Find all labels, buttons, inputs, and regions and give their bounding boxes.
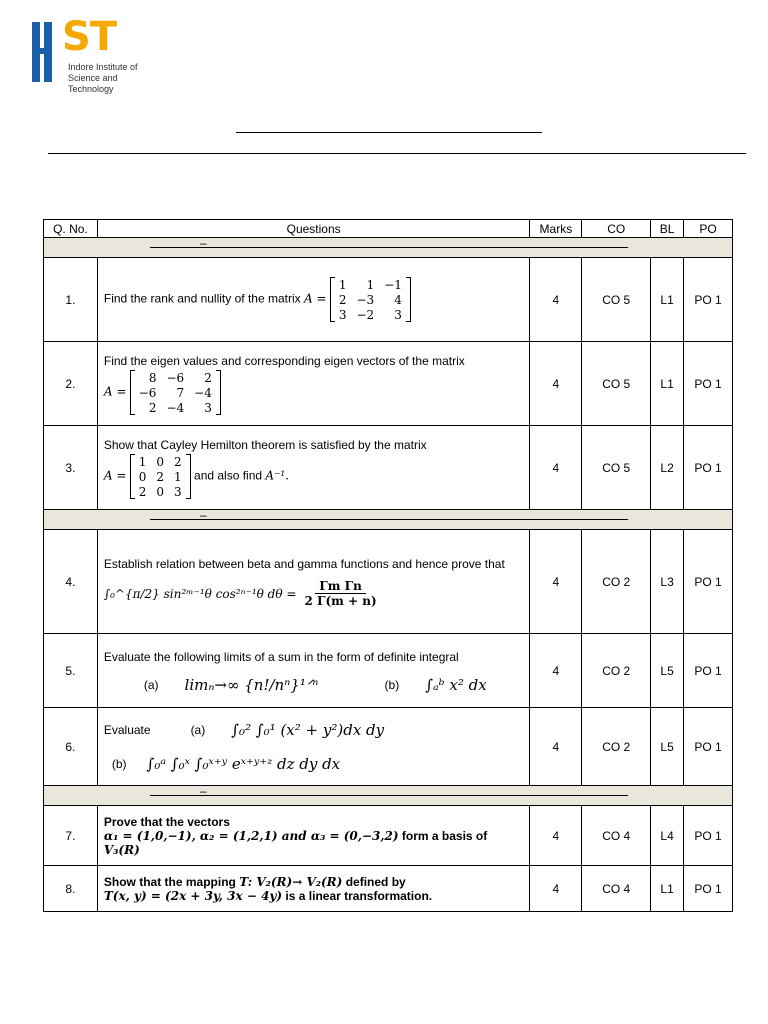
po-cell: PO 1 xyxy=(684,866,733,912)
question-number: 1. xyxy=(44,258,98,342)
co-cell: CO 4 xyxy=(582,806,651,866)
mapping-math: T: V₂(R)→ V₂(R) xyxy=(239,874,343,889)
part-a-math: limₙ→∞ {n!/nⁿ}¹ᐟⁿ xyxy=(184,675,319,694)
logo-subtitle xyxy=(68,62,162,95)
co-cell: CO 5 xyxy=(582,426,651,510)
question-stem: Establish relation between beta and gamma functions and hence prove that xyxy=(103,557,505,571)
question-number: 2. xyxy=(44,342,98,426)
unit-row-1 xyxy=(44,238,733,258)
bl-cell: L1 xyxy=(651,866,684,912)
co-cell: CO 5 xyxy=(582,258,651,342)
matrix-cell: 7 xyxy=(176,385,185,400)
question-number: 5. xyxy=(44,634,98,708)
fraction xyxy=(304,579,376,608)
transformation-math: T(x, y) = (2x + 3y, 3x − 4y) xyxy=(103,888,283,903)
logo-text: ST xyxy=(62,14,117,60)
inverse-math: A⁻¹. xyxy=(265,468,290,483)
part-a-math: ∫₀² ∫₀¹ (x² + y²)dx dy xyxy=(231,720,385,739)
part-b-math: ∫ₐᵇ x² dx xyxy=(425,675,487,694)
question-text xyxy=(97,634,530,708)
logo-bar-cross xyxy=(32,48,52,54)
question-stem: Show that the mapping xyxy=(103,874,236,889)
fraction-numerator: Γm Γn xyxy=(315,579,366,594)
bl-cell: L3 xyxy=(651,530,684,634)
matrix-cell: 0 xyxy=(156,454,165,469)
beta-gamma-lhs: ∫₀^{π/2} sin²ᵐ⁻¹θ cos²ⁿ⁻¹θ dθ = xyxy=(103,586,297,601)
marks-cell: 4 xyxy=(530,342,582,426)
question-continuation: form a basis of xyxy=(401,828,488,843)
marks-cell: 4 xyxy=(530,866,582,912)
matrix-cell: 3 xyxy=(204,400,212,415)
question-text xyxy=(97,530,530,634)
marks-cell: 4 xyxy=(530,634,582,708)
question-number: 4. xyxy=(44,530,98,634)
matrix-cell: −6 xyxy=(138,385,157,400)
marks-cell: 4 xyxy=(530,806,582,866)
question-text xyxy=(97,342,530,426)
unit-marker: – xyxy=(200,236,207,250)
bl-cell: L5 xyxy=(651,708,684,786)
matrix-cell: 2 xyxy=(338,292,347,307)
question-text xyxy=(97,866,530,912)
question-text xyxy=(97,426,530,510)
header-marks: Marks xyxy=(530,220,582,238)
unit-marker: – xyxy=(200,784,207,798)
header-bl: BL xyxy=(651,220,684,238)
table-row xyxy=(44,426,733,510)
po-cell: PO 1 xyxy=(684,708,733,786)
question-stem: Find the rank and nullity of the matrix xyxy=(103,291,301,306)
logo-subtitle-line1: Indore Institute of xyxy=(68,62,138,72)
bl-cell: L4 xyxy=(651,806,684,866)
po-cell: PO 1 xyxy=(684,258,733,342)
bl-cell: L5 xyxy=(651,634,684,708)
title-rule xyxy=(236,132,542,133)
bl-cell: L2 xyxy=(651,426,684,510)
question-text xyxy=(97,806,530,866)
matrix xyxy=(130,370,221,415)
header-qno: Q. No. xyxy=(44,220,98,238)
table-row xyxy=(44,806,733,866)
matrix-cell: 1 xyxy=(338,277,347,292)
matrix-cell: 1 xyxy=(174,469,182,484)
matrix-cell: 3 xyxy=(174,484,182,499)
header-questions: Questions xyxy=(97,220,530,238)
matrix-cell: 1 xyxy=(366,277,375,292)
question-text xyxy=(97,258,530,342)
po-cell: PO 1 xyxy=(684,342,733,426)
part-b-label: (b) xyxy=(111,756,127,771)
unit-row-3 xyxy=(44,786,733,806)
vector-space-math: V₃(R) xyxy=(103,842,140,857)
question-stem: Find the eigen values and corresponding eigen vectors of the matrix xyxy=(103,354,465,368)
matrix-cell: 0 xyxy=(156,484,165,499)
table-row xyxy=(44,634,733,708)
matrix-cell: −1 xyxy=(384,277,402,292)
matrix-cell: −2 xyxy=(356,307,375,322)
part-a-label: (a) xyxy=(190,722,206,737)
unit-marker: – xyxy=(200,508,207,522)
table-row xyxy=(44,708,733,786)
question-tail: is a linear transformation. xyxy=(285,888,433,903)
matrix-cell: 4 xyxy=(394,292,402,307)
matrix-cell: 2 xyxy=(174,454,182,469)
question-stem: Evaluate xyxy=(103,722,151,737)
co-cell: CO 5 xyxy=(582,342,651,426)
marks-cell: 4 xyxy=(530,426,582,510)
matrix-cell: 2 xyxy=(138,484,147,499)
question-stem: Show that Cayley Hemilton theorem is satisfied by the matrix xyxy=(103,438,427,452)
matrix-cell: −4 xyxy=(166,400,185,415)
matrix-cell: −4 xyxy=(194,385,212,400)
table-header xyxy=(44,220,733,238)
co-cell: CO 2 xyxy=(582,530,651,634)
matrix-lhs: A = xyxy=(303,291,327,306)
matrix-cell: 0 xyxy=(138,469,147,484)
matrix-cell: 3 xyxy=(394,307,402,322)
matrix-cell: 2 xyxy=(148,400,157,415)
bl-cell: L1 xyxy=(651,342,684,426)
matrix xyxy=(330,277,411,322)
matrix-cell: 1 xyxy=(138,454,147,469)
matrix-cell: 2 xyxy=(156,469,165,484)
question-number: 6. xyxy=(44,708,98,786)
header-rule xyxy=(48,153,746,154)
part-b-label: (b) xyxy=(384,677,400,692)
matrix xyxy=(130,454,191,499)
marks-cell: 4 xyxy=(530,708,582,786)
question-number: 3. xyxy=(44,426,98,510)
vectors-math: α₁ = (1,0,−1), α₂ = (1,2,1) and α₃ = (0,−3,2) xyxy=(103,828,399,843)
unit-row-2 xyxy=(44,510,733,530)
question-stem: Evaluate the following limits of a sum in the form of definite integral xyxy=(103,649,459,664)
header-co: CO xyxy=(582,220,651,238)
co-cell: CO 2 xyxy=(582,634,651,708)
matrix-cell: −3 xyxy=(356,292,375,307)
marks-cell: 4 xyxy=(530,530,582,634)
table-row xyxy=(44,530,733,634)
part-b-math: ∫₀ᵃ ∫₀ˣ ∫₀ˣ⁺ʸ eˣ⁺ʸ⁺ᶻ dz dy dx xyxy=(146,754,341,773)
table-row xyxy=(44,342,733,426)
logo-subtitle-line2: Science and Technology xyxy=(68,73,118,94)
question-number: 7. xyxy=(44,806,98,866)
fraction-denominator: 2 Γ(m + n) xyxy=(304,594,377,608)
co-cell: CO 2 xyxy=(582,708,651,786)
matrix-cell: 3 xyxy=(338,307,347,322)
marks-cell: 4 xyxy=(530,258,582,342)
question-number: 8. xyxy=(44,866,98,912)
matrix-cell: 2 xyxy=(204,370,212,385)
questions-table xyxy=(43,219,733,912)
header-po: PO xyxy=(684,220,733,238)
po-cell: PO 1 xyxy=(684,530,733,634)
question-text xyxy=(97,708,530,786)
po-cell: PO 1 xyxy=(684,806,733,866)
institute-logo xyxy=(32,14,162,94)
po-cell: PO 1 xyxy=(684,426,733,510)
matrix-cell: −6 xyxy=(166,370,185,385)
matrix-cell: 8 xyxy=(148,370,157,385)
matrix-lhs: A = xyxy=(103,384,127,399)
co-cell: CO 4 xyxy=(582,866,651,912)
table-row xyxy=(44,866,733,912)
question-tail: and also find xyxy=(194,468,263,483)
table-row xyxy=(44,258,733,342)
part-a-label: (a) xyxy=(143,677,159,692)
question-continuation: defined by xyxy=(345,874,406,889)
po-cell: PO 1 xyxy=(684,634,733,708)
question-stem: Prove that the vectors xyxy=(103,814,230,829)
bl-cell: L1 xyxy=(651,258,684,342)
matrix-lhs: A = xyxy=(103,468,127,483)
